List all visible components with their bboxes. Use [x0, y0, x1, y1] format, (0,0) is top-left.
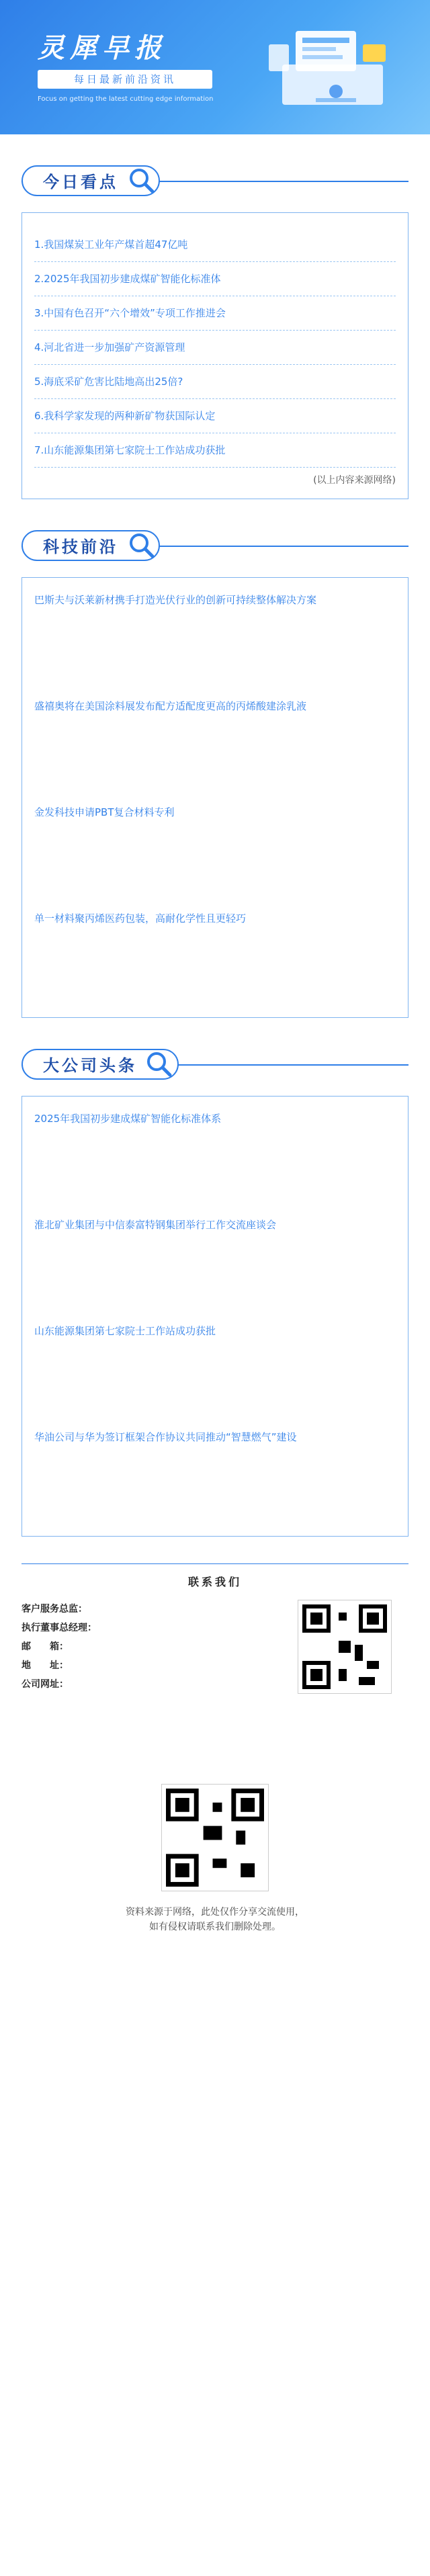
article — [34, 1324, 396, 1418]
footer-line: 如有侵权请联系我们删除处理。 — [149, 1922, 281, 1932]
contact-row — [22, 1675, 277, 1694]
magnifier-icon — [145, 1050, 172, 1077]
section-title-tech: 科技前沿 — [22, 530, 160, 561]
contact-title: 联系我们 — [22, 1563, 408, 1596]
contact-key: 客户服务总监： — [22, 1604, 87, 1615]
contact-block — [22, 1596, 408, 1777]
article-title[interactable]: 单一材料聚丙烯医药包装，高耐化学性且更轻巧 — [34, 912, 247, 925]
toc-item[interactable]: 7.山东能源集团第七家院士工作站成功获批 — [34, 433, 396, 468]
magnifier-icon — [128, 167, 155, 194]
toc-item[interactable]: 5.海底采矿危害比陆地高出25倍? — [34, 365, 396, 399]
toc-item[interactable]: 6.我科学家发现的两种新矿物获国际认定 — [34, 399, 396, 433]
banner-subtitle-en: Focus on getting the latest cutting edge information — [38, 95, 214, 103]
article-body — [34, 719, 396, 793]
section-header-tech — [22, 523, 408, 568]
article-body — [34, 1344, 396, 1418]
office-illustration-icon — [255, 17, 403, 118]
qr-code-icon — [161, 1784, 269, 1891]
article — [34, 805, 396, 899]
article — [34, 1217, 396, 1312]
article — [34, 1430, 396, 1524]
contact-row — [22, 1619, 277, 1637]
article-body — [34, 931, 396, 1005]
toc-source-note: (以上内容来源网络) — [313, 475, 396, 486]
section-title-company: 大公司头条 — [22, 1049, 179, 1080]
article — [34, 1111, 396, 1205]
contact-row — [22, 1637, 277, 1656]
article-body — [34, 1238, 396, 1312]
toc-item[interactable]: 3.中国有色召开“六个增效”专项工作推进会 — [34, 296, 396, 331]
header-banner — [0, 0, 430, 134]
magnifier-icon — [128, 531, 155, 558]
section-title-today: 今日看点 — [22, 165, 160, 196]
article-title[interactable]: 2025年我国初步建成煤矿智能化标准体系 — [34, 1113, 222, 1125]
footer-line: 资料来源于网络，此处仅作分享交流使用， — [126, 1907, 304, 1918]
qr-block — [281, 1596, 408, 1701]
article — [34, 699, 396, 793]
article-body — [34, 825, 396, 899]
toc-item[interactable]: 4.河北省进一步加强矿产资源管理 — [34, 331, 396, 365]
tech-box — [22, 577, 408, 1018]
article-title[interactable]: 巴斯夫与沃莱新材携手打造光伏行业的创新可持续整体解决方案 — [34, 594, 317, 606]
article-title[interactable]: 山东能源集团第七家院士工作站成功获批 — [34, 1325, 216, 1337]
article-title[interactable]: 淮北矿业集团与中信泰富特钢集团举行工作交流座谈会 — [34, 1219, 277, 1231]
section-header-today — [22, 159, 408, 203]
qr-code-icon — [298, 1600, 392, 1694]
contact-key: 公司网址： — [22, 1679, 69, 1690]
toc-box — [22, 212, 408, 499]
banner-subtitle: 每日最新前沿资讯 — [38, 70, 212, 89]
contact-key: 地 址： — [22, 1660, 69, 1671]
article-title[interactable]: 华油公司与华为签订框架合作协议共同推动“智慧燃气”建设 — [34, 1431, 297, 1443]
contact-key: 邮 箱： — [22, 1641, 69, 1652]
toc-item[interactable]: 2.2025年我国初步建成煤矿智能化标准体 — [34, 262, 396, 296]
article-title[interactable]: 金发科技申请PBT复合材料专利 — [34, 806, 175, 818]
article — [34, 911, 396, 1005]
contact-key: 执行董事总经理： — [22, 1623, 97, 1633]
article-body — [34, 613, 396, 687]
footer-note — [22, 1905, 408, 1934]
company-box — [22, 1096, 408, 1537]
section-header-company — [22, 1042, 408, 1086]
article-title[interactable]: 盛禧奥将在美国涂料展发布配方适配度更高的丙烯酸建涂乳液 — [34, 700, 307, 712]
banner-title: 灵犀早报 — [38, 33, 167, 64]
article-body — [34, 1450, 396, 1524]
company-qr-block — [0, 1784, 430, 1894]
contact-row — [22, 1600, 277, 1619]
toc-item[interactable]: 1.我国煤炭工业年产煤首超47亿吨 — [34, 228, 396, 262]
contact-row — [22, 1656, 277, 1675]
article-body — [34, 1131, 396, 1205]
contact-rows — [22, 1600, 277, 1694]
article — [34, 593, 396, 687]
